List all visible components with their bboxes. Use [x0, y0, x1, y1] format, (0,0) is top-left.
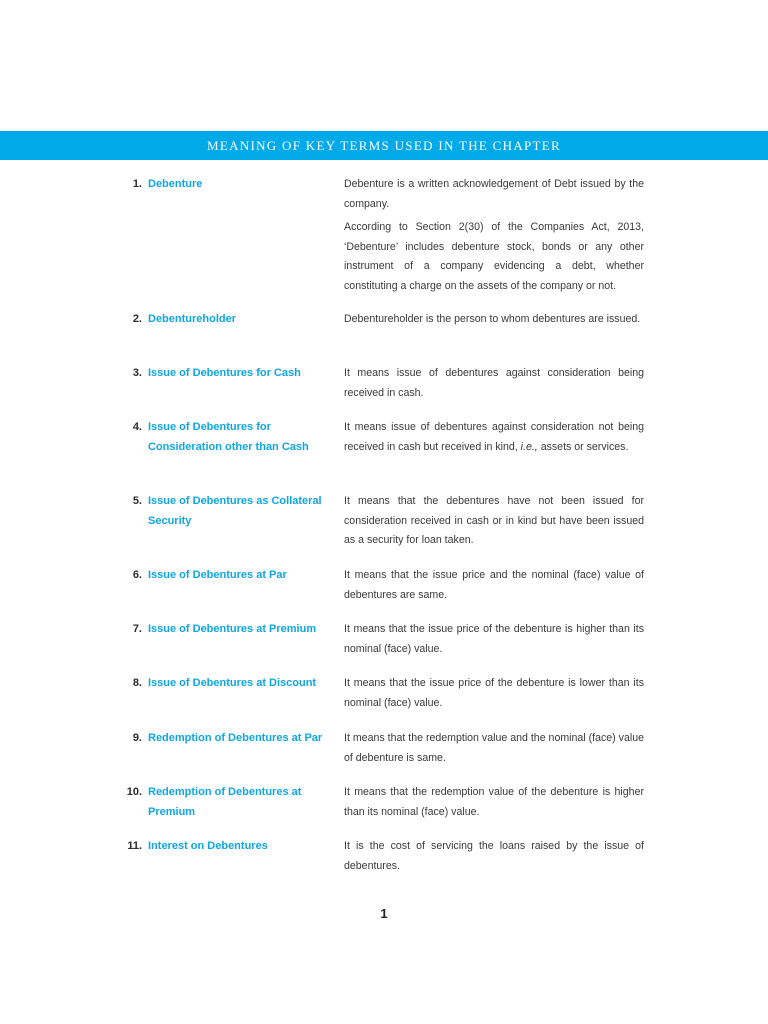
term-title: Redemption of Debentures at Par [148, 732, 323, 744]
term-number: 8. [132, 677, 142, 689]
term-description: It means that the issue price and the nominal (face) value of debentures are same. [344, 569, 644, 601]
term-number: 2. [132, 313, 142, 325]
term-title: Debentureholder [148, 313, 237, 325]
term-number: 11. [127, 840, 142, 852]
term-description: It means that the redemption value and the nominal (face) value of debenture is same. [344, 732, 644, 764]
term-description-para: Debenture is a written acknowledgement of Debt issued by the company. [344, 178, 644, 210]
term-number: 9. [132, 732, 142, 744]
term-number: 4. [132, 421, 142, 433]
term-description-text: assets or services. [537, 440, 629, 453]
term-title: Issue of Debentures for Consideration other than Cash [148, 421, 309, 453]
term-title: Issue of Debentures at Premium [148, 623, 317, 635]
term-title: Debenture [148, 178, 203, 190]
term-number: 6. [132, 569, 142, 581]
term-description: It means issue of debentures against consideration being received in cash. [344, 367, 644, 399]
term-description-emphasis: i.e., [520, 440, 538, 453]
term-description: It is the cost of servicing the loans raised by the issue of debentures. [344, 840, 644, 872]
term-number: 1. [132, 178, 142, 190]
term-number: 7. [132, 623, 142, 635]
term-description-para: According to Section 2(30) of the Companies Act, 2013, ‘Debenture’ includes debenture stock, bonds or any other instrument of a company evidencing a debt, whether constituting a charge on the assets of the company or not. [344, 221, 644, 292]
chapter-key-terms-banner: MEANING OF KEY TERMS USED IN THE CHAPTER [0, 131, 768, 160]
term-number: 3. [132, 367, 142, 379]
term-description: It means that the debentures have not been issued for consideration received in cash or in kind but have been issued as a security for loan taken. [344, 495, 644, 546]
term-title: Issue of Debentures as Collateral Security [148, 495, 322, 527]
term-description: It means that the issue price of the debenture is higher than its nominal (face) value. [344, 623, 644, 655]
term-title: Interest on Debentures [148, 840, 268, 852]
term-description: It means that the issue price of the debenture is lower than its nominal (face) value. [344, 677, 644, 709]
term-number: 10. [126, 786, 142, 798]
term-number: 5. [132, 495, 142, 507]
term-title: Issue of Debentures at Discount [148, 677, 317, 689]
term-description: It means that the redemption value of the debenture is higher than its nominal (face) value. [344, 786, 644, 818]
page-number: 1 [380, 906, 388, 921]
term-description [344, 175, 644, 296]
term-description: Debentureholder is the person to whom debentures are issued. [344, 313, 641, 325]
term-title: Redemption of Debentures at Premium [148, 786, 302, 818]
term-description [344, 418, 644, 457]
term-description-text: It means issue of debentures against consideration not being received in cash but received in kind, [344, 421, 644, 453]
term-title: Issue of Debentures at Par [148, 569, 287, 581]
term-title: Issue of Debentures for Cash [148, 367, 301, 379]
